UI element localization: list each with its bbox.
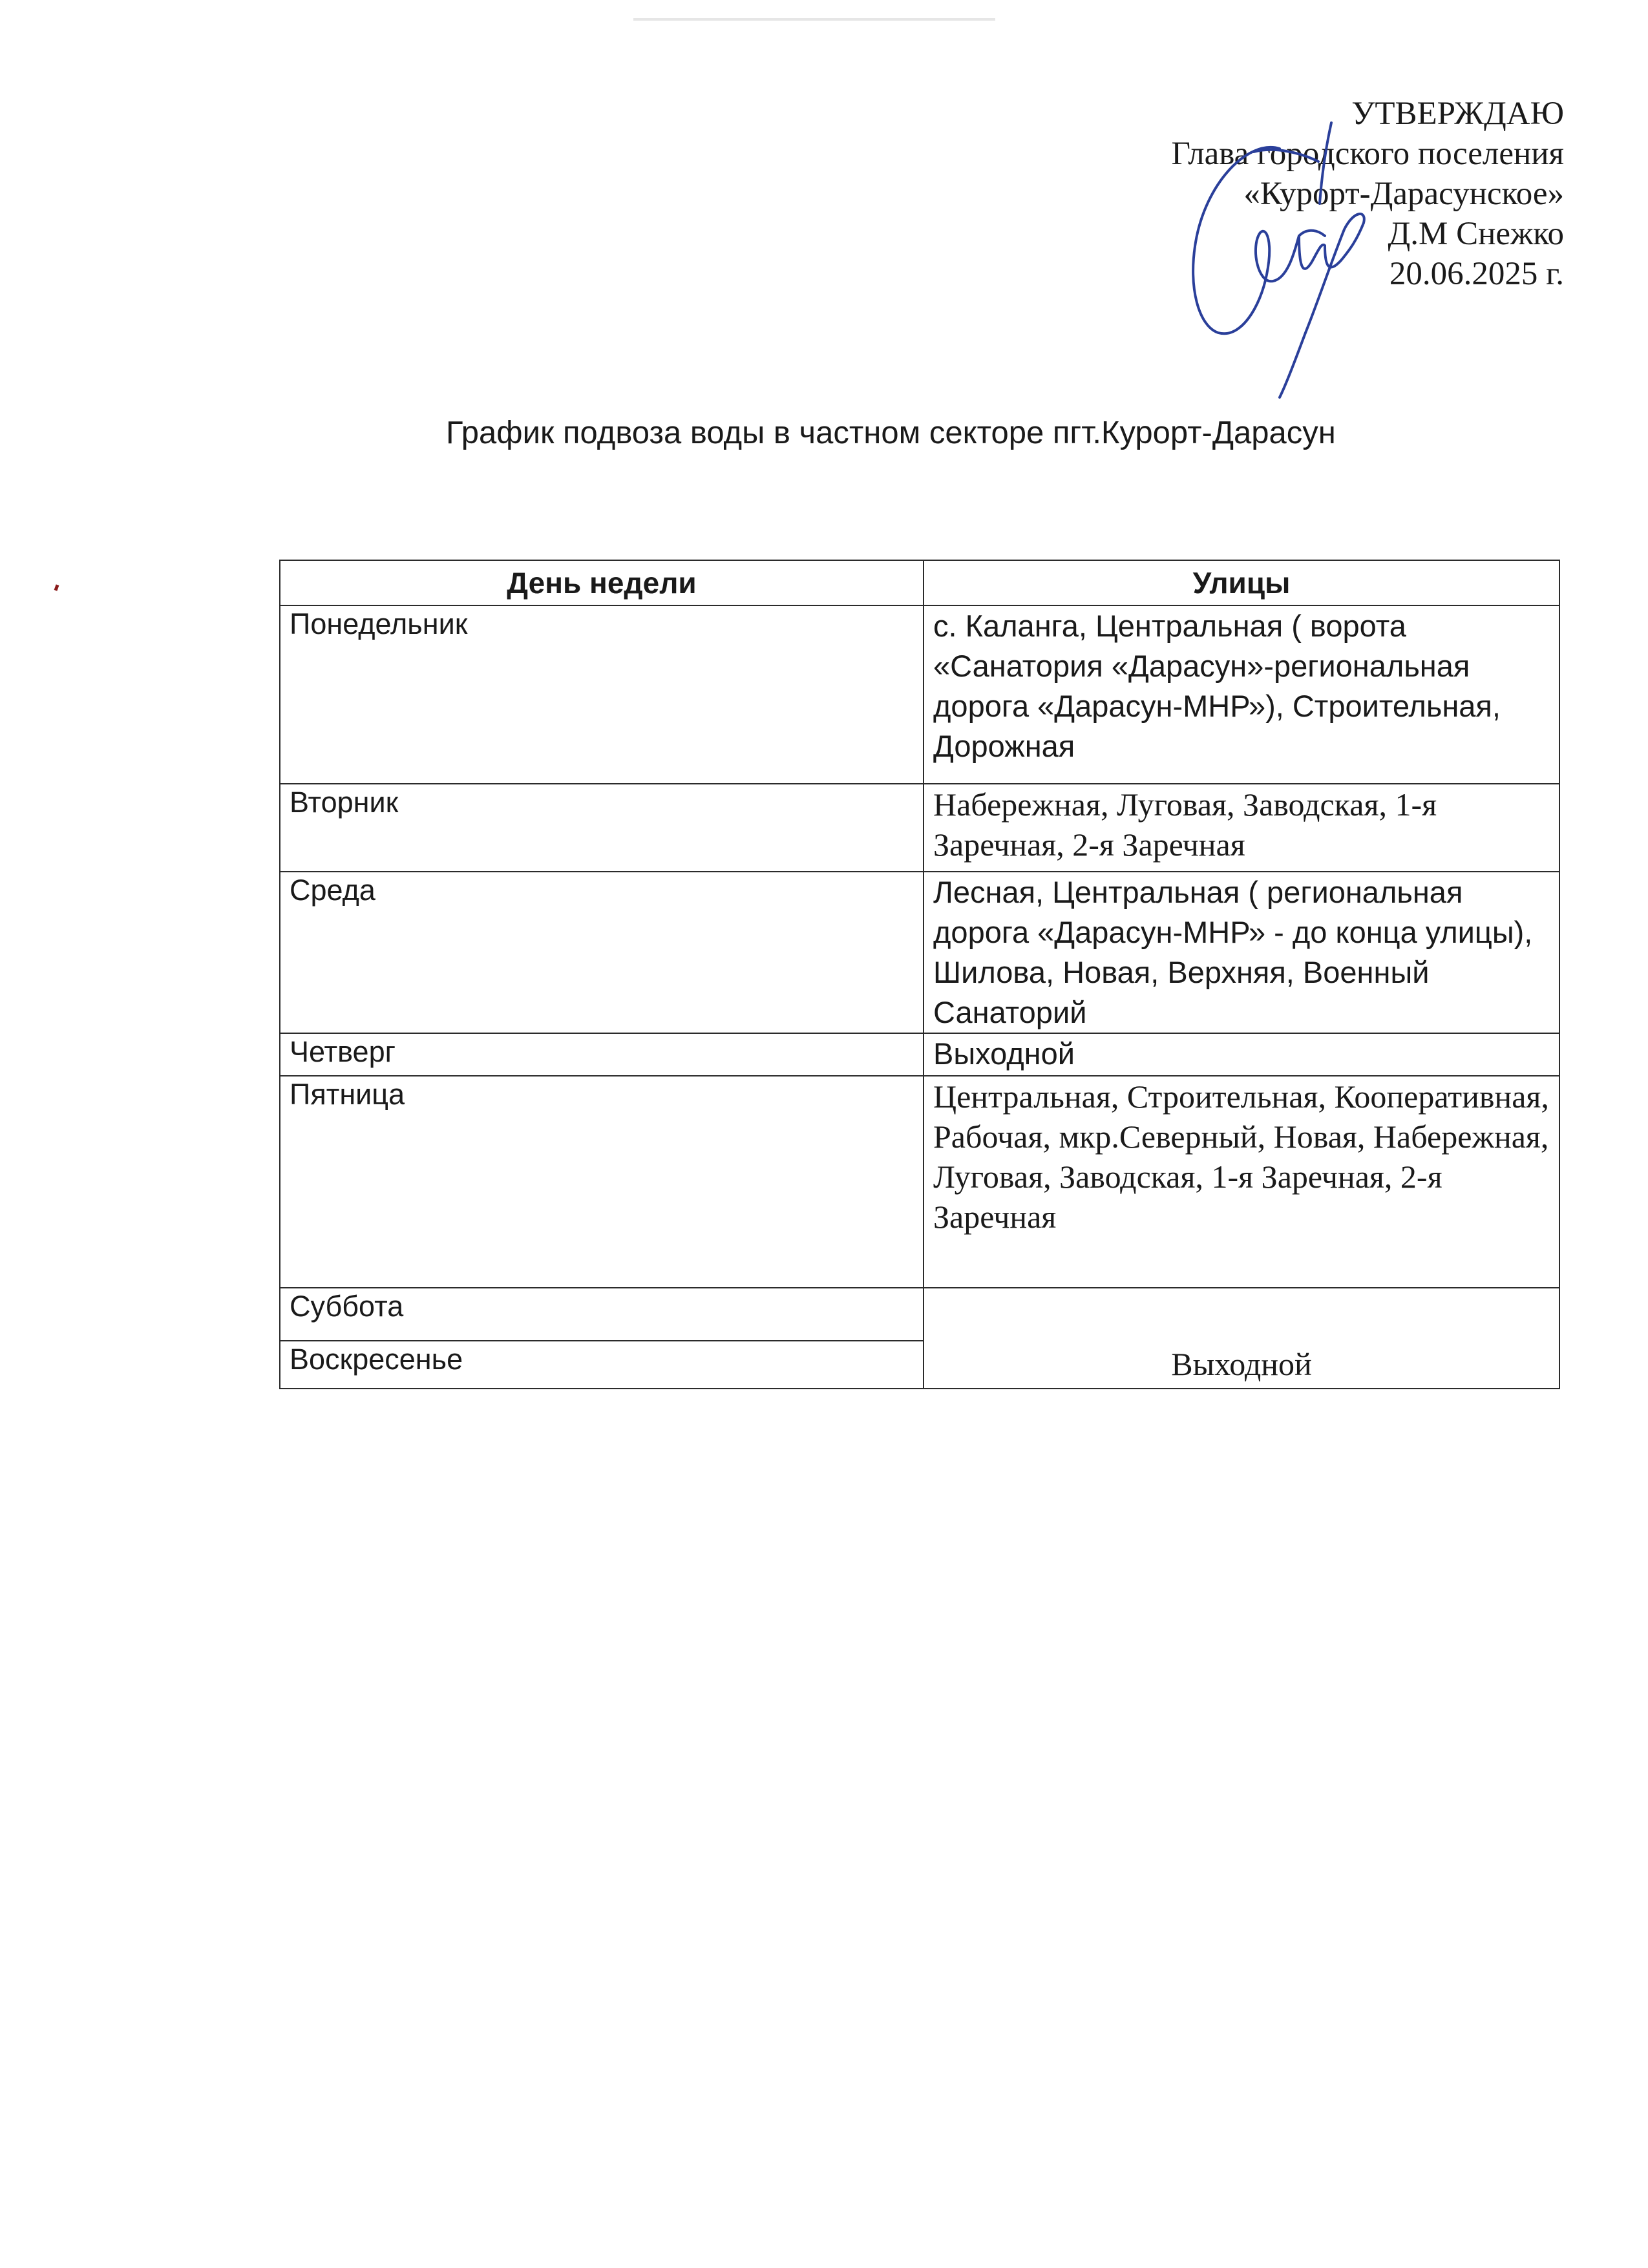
streets-cell: Набережная, Луговая, Заводская, 1-я Заречная, 2-я Заречная [924,784,1559,872]
table-row-wednesday [280,872,1559,1033]
approval-date: 20.06.2025 г. [1389,256,1564,292]
day-cell: Суббота [280,1288,924,1341]
signature [1170,113,1389,410]
document-title: График подвоза воды в частном секторе пгт.Курорт-Дарасун [446,415,1336,450]
approval-position-line-1: Глава городского поселения [1171,136,1564,172]
table-row-saturday [280,1288,1559,1341]
day-cell: Пятница [280,1076,924,1288]
table-row-tuesday [280,784,1559,872]
schedule-table [279,560,1560,1389]
approval-position-line-2: «Курорт-Дарасунское» [1243,176,1564,212]
table-row-thursday [280,1033,1559,1076]
streets-cell: с. Каланга, Центральная ( ворота «Санатория «Дарасун»-региональная дорога «Дарасун-МНР»), Строительная, Дорожная [924,605,1559,784]
day-cell: Вторник [280,784,924,872]
day-cell: Понедельник [280,605,924,784]
day-cell: Четверг [280,1033,924,1076]
day-cell: Воскресенье [280,1341,924,1389]
header-day: День недели [280,560,924,605]
table-row-friday [280,1076,1559,1288]
table-header-row [280,560,1559,605]
scan-edge [633,18,995,21]
streets-cell: Выходной [924,1033,1559,1076]
day-cell: Среда [280,872,924,1033]
weekend-cell: Выходной [924,1288,1559,1389]
approval-heading: УТВЕРЖДАЮ [1351,96,1564,132]
table-row-monday [280,605,1559,784]
approval-name: Д.М Снежко [1388,216,1564,252]
streets-cell: Лесная, Центральная ( региональная дорога «Дарасун-МНР» - до конца улицы), Шилова, Новая, Верхняя, Военный Санаторий [924,872,1559,1033]
scan-mark [54,584,59,591]
streets-cell: Центральная, Строительная, Кооперативная, Рабочая, мкр.Северный, Новая, Набережная, Луговая, Заводская, 1-я Заречная, 2-я Заречная [924,1076,1559,1288]
header-streets: Улицы [924,560,1559,605]
